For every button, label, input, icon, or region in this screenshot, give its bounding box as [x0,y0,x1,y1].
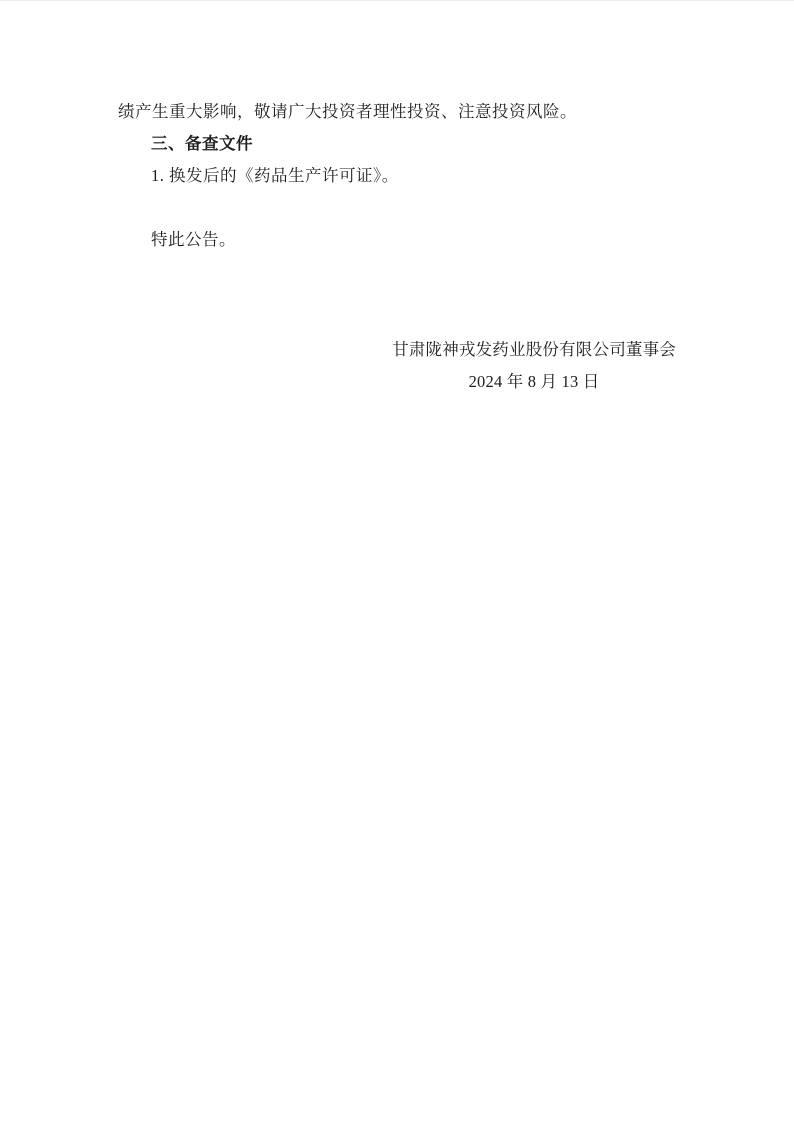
signature-company: 甘肃陇神戎发药业股份有限公司董事会 [392,340,676,359]
paragraph-continuation: 绩产生重大影响，敬请广大投资者理性投资、注意投资风险。 [118,102,577,121]
list-item-reference-document: 1. 换发后的《药品生产许可证》。 [151,166,399,185]
section-heading: 三、备查文件 [151,135,253,153]
signature-block [118,334,676,398]
closing-statement: 特此公告。 [151,230,236,249]
signature-inner [392,334,676,398]
signature-date: 2024 年 8 月 13 日 [468,372,600,391]
